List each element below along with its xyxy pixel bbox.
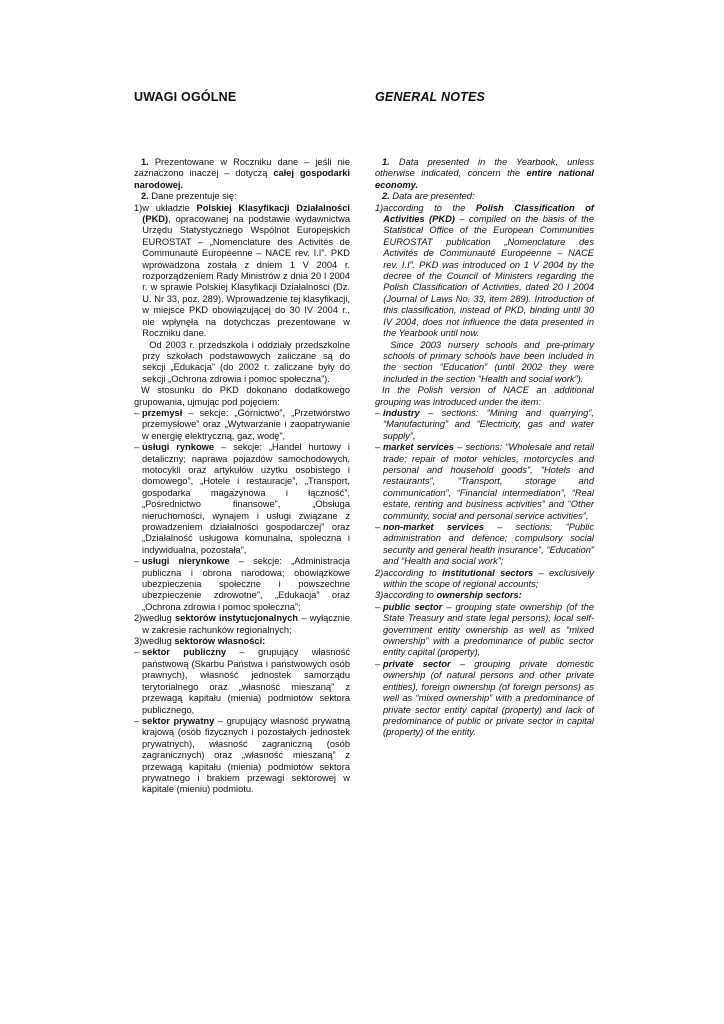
- grouping-text: non-market services – sections: “Public administration and defence; compulsory social security and general health insurance”, “Education” and “Health and social work”;: [383, 522, 595, 567]
- grouping-intro: W stosunku do PKD dokonano dodatkowego grupowania, ujmując pod pojęciem:: [134, 385, 350, 407]
- dash-marker: –: [375, 407, 381, 418]
- page-title-english: GENERAL NOTES: [375, 90, 486, 104]
- polish-column: [134, 157, 350, 796]
- list-item-2: [134, 613, 350, 636]
- dash-marker: –: [134, 556, 140, 567]
- sector-text: sektor publiczny – grupujący własność państwową (Skarbu Państwa i państwowych osób prawnych), własność jednostek samorządu terytorialnego oraz „własność mieszaną” z przewagą kapitału (mienia) podmiotów sektora publicznego,: [142, 647, 351, 715]
- grouping-intro: In the Polish version of NACE an additional grouping was introduced under the item:: [375, 385, 594, 407]
- sector-public: [134, 647, 350, 715]
- note-emphasis: całej gospodarki narodowej.: [134, 168, 350, 190]
- note-number: 2.: [141, 191, 149, 202]
- list-marker: 1): [375, 202, 384, 213]
- grouping-non-market-services: [134, 556, 350, 613]
- list-item-3: [134, 636, 350, 647]
- list-text: according to the Polish Classification of Activities (PKD) – compiled on the basis of the Statistical Office of the European Communities EUROSTAT publication „Nomenclature des Activités de Communauté Européenne – NACE rev. I.I”. PKD was introduced on 1 V 2004 by the decree of the Council of Ministers regarding the Polish Classification of Activities, dated 20 I 2004 (Journal of Laws No. 33, item 289). Introduction of this classification, instead of PKD, binding until 30 IV 2004, does not influence the data presented in the Yearbook until now.: [383, 202, 594, 339]
- grouping-market-services: [134, 442, 350, 556]
- note-text: Data are presented:: [389, 191, 475, 202]
- list-text: według sektorów własności:: [142, 636, 266, 647]
- list-item-2: [375, 568, 594, 591]
- dash-marker: –: [375, 522, 381, 532]
- dash-marker: –: [375, 658, 381, 669]
- list-item-3: [375, 590, 594, 601]
- grouping-non-market-services: [375, 522, 594, 568]
- note-number: 2.: [382, 191, 390, 202]
- list-text: w układzie Polskiej Klasyfikacji Działalności (PKD), opracowanej na podstawie wydawnictwa Urzędu Statystycznego Wspólnot Europejskich EUROSTAT – „Nomenclature des Activités de Communauté Européenne – NACE rev. I.I”. PKD wprowadzona została z dniem 1 V 2004 r. rozporządzeniem Rady Ministrów z dnia 20 I 2004 r. w sprawie Polskiej Klasyfikacji Działalności (Dz. U. Nr 33, poz. 289). Wprowadzenie tej klasyfikacji, w miejsce PKD obowiązującej do 30 IV 2004 r., nie wpłynęła na dotychczas prezentowane w Roczniku dane.: [142, 202, 350, 339]
- note-text: Data presented in the Yearbook, unless otherwise indicated, concern the: [375, 157, 594, 179]
- note-number: 1.: [382, 157, 390, 167]
- list-item-1: [375, 203, 594, 386]
- note-1: [134, 157, 350, 191]
- list-marker: 2): [134, 613, 143, 624]
- grouping-text: market services – sections: “Wholesale and retail trade; repair of motor vehicles, motorcycles and personal and household goods”, “Hotels and restaurants”, “Transport, storage and communication”, “Financial intermediation”, “Real estate, renting and business activities” and “Other community, social and personal service activities”,: [383, 442, 594, 521]
- list-text: according to ownership sectors:: [383, 590, 522, 601]
- english-column: [375, 157, 594, 739]
- grouping-industry: [134, 408, 350, 442]
- list-text: according to institutional sectors – exclusively within the scope of regional accounts;: [383, 567, 594, 590]
- sector-public: [375, 602, 594, 659]
- note-1: [375, 157, 594, 191]
- list-text: według sektorów instytucjonalnych – wyłącznie w zakresie rachunków regionalnych;: [142, 613, 351, 635]
- sector-text: public sector – grouping state ownership (of the State Treasury and state legal persons), local self-government entity ownership as well as “mixed ownership” with a predominance of public sector entity capital (property),: [383, 601, 594, 658]
- dash-marker: –: [134, 647, 140, 658]
- grouping-industry: [375, 408, 594, 442]
- grouping-market-services: [375, 442, 594, 522]
- list-item-1: [134, 203, 350, 386]
- list-marker: 1): [134, 202, 143, 213]
- dash-marker: –: [134, 407, 140, 418]
- note-number: 1.: [141, 157, 149, 167]
- grouping-text: przemysł – sekcje: „Górnictwo”, „Przetwórstwo przemysłowe” oraz „Wytwarzanie i zaopatrywanie w energię elektryczną, gaz, wodę”,: [142, 407, 350, 441]
- grouping-text: usługi rynkowe – sekcje: „Handel hurtowy i detaliczny; naprawa pojazdów samochodowych, motocykli oraz artykułów użytku osobistego i domowego”, „Hotele i restauracje”, „Transport, gospodarka magazynowa i łączność”, „Pośrednictwo finansowe”, „Obsługa nieruchomości, wynajem i usługi związane z prowadzeniem działalności gospodarczej” oraz „Działalność usługowa komunalna, społeczna i indywidualna, pozostała”,: [142, 442, 350, 555]
- grouping-text: industry – sections: “Mining and quarrying”, “Manufacturing” and “Electricity, gas and water supply”,: [383, 407, 594, 441]
- dash-marker: –: [134, 442, 140, 453]
- note-text: Prezentowane w Roczniku dane – jeśli nie zaznaczono inaczej – dotyczą: [134, 157, 350, 179]
- dash-marker: –: [375, 601, 381, 612]
- dash-marker: –: [375, 442, 381, 453]
- list-marker: 3): [134, 636, 143, 647]
- sector-private: [375, 659, 594, 739]
- list-text-continued: Since 2003 nursery schools and pre-primary schools of primary schools have been included in the section “Education” (until 2002 they were included in the section “Health and social work”).: [383, 339, 594, 384]
- page-title-polish: UWAGI OGÓLNE: [134, 90, 237, 104]
- sector-text: private sector – grouping private domestic ownership (of natural persons and other private entities), foreign ownership (of foreign persons) as well as “mixed ownership” with a predominance of private sector entity capital (property) and lack of predominance of public or private sector in capital (property) of the entity.: [383, 658, 594, 738]
- list-text-continued: Od 2003 r. przedszkola i oddziały przedszkolne przy szkołach podstawowych zaliczane są do sekcji „Edukacja” (do 2002 r. zaliczane były do sekcji „Ochrona zdrowia i pomoc społeczna”).: [142, 339, 350, 384]
- note-emphasis: entire national economy.: [375, 168, 594, 190]
- note-2: [375, 191, 594, 202]
- note-2: [134, 191, 350, 202]
- list-marker: 2): [375, 567, 384, 578]
- note-text: Dane prezentuje się:: [148, 191, 237, 202]
- grouping-text: usługi nierynkowe – sekcje: „Administracja publiczna i obrona narodowa; obowiązkowe ubezpieczenia społeczne i powszechne ubezpieczenie zdrowotne”, „Edukacja” oraz „Ochrona zdrowia i pomoc społeczna”;: [142, 556, 351, 612]
- dash-marker: –: [134, 715, 140, 726]
- list-marker: 3): [375, 590, 384, 601]
- sector-private: [134, 716, 350, 796]
- sector-text: sektor prywatny – grupujący własność prywatną krajową (osób fizycznych i pozostałych jednostek prywatnych), własność zagraniczną (osób zagranicznych) oraz „własność mieszaną” z przewagą kapitału (mienia) podmiotów sektora prywatnego i brakiem przewagi sektorowej w kapitale (mieniu) podmiotu.: [142, 715, 350, 795]
